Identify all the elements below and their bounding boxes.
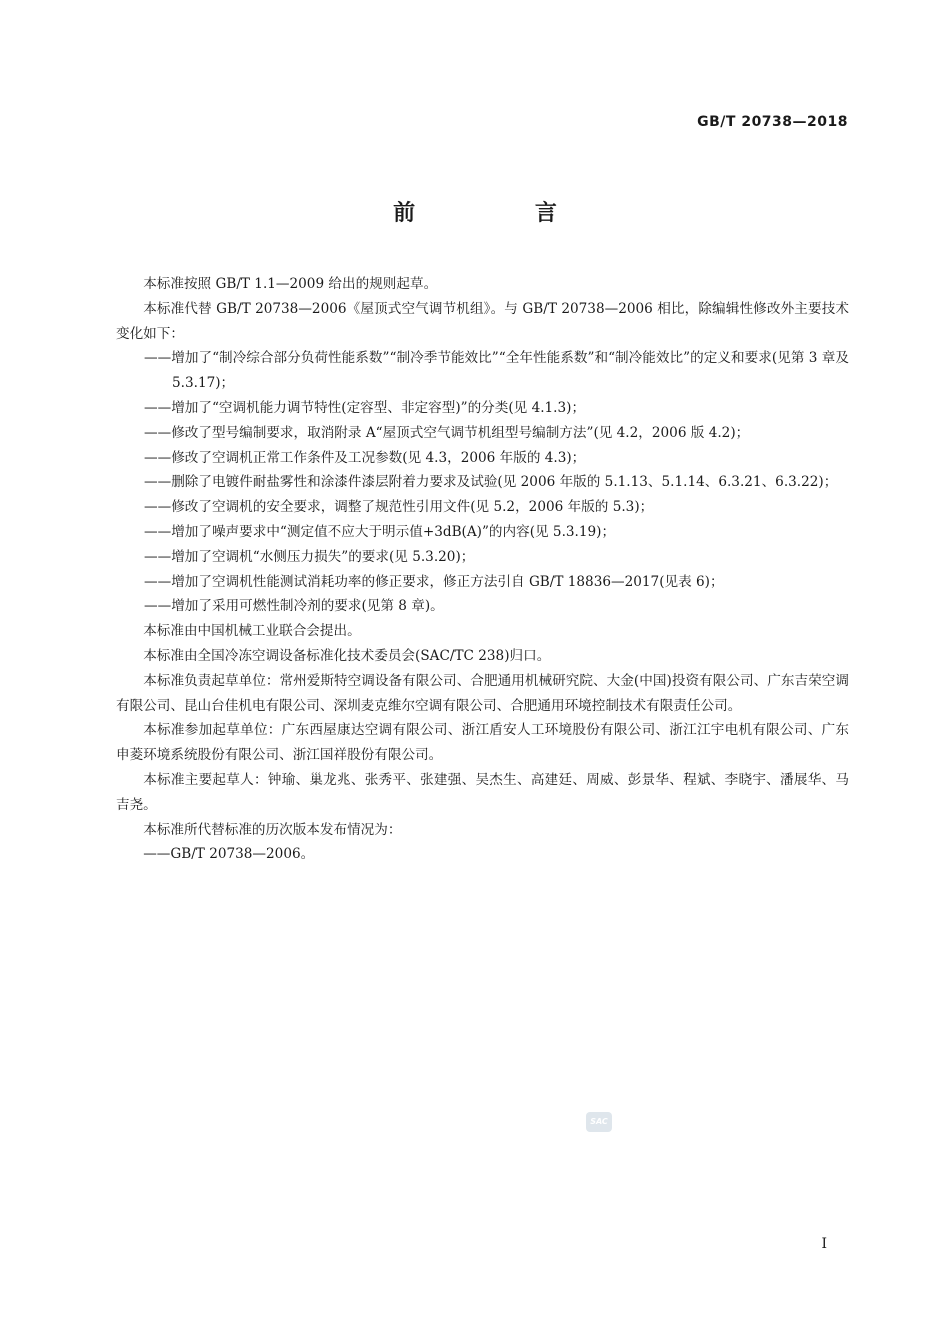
change-item: ——增加了“制冷综合部分负荷性能系数”“制冷季节能效比”“全年性能系数”和“制冷能效比”的定义和要求(见第 3 章及 5.3.17)； <box>144 350 849 392</box>
change-item: ——增加了采用可燃性制冷剂的要求(见第 8 章)。 <box>144 598 444 615</box>
history-item: ——GB/T 20738—2006。 <box>143 846 315 863</box>
paragraph-proposer: 本标准由中国机械工业联合会提出。 <box>143 623 361 640</box>
sac-watermark-logo: SAC <box>586 1112 612 1132</box>
change-item: ——增加了“空调机能力调节特性(定容型、非定容型)”的分类(见 4.1.3)； <box>144 399 586 416</box>
page-number: I <box>821 1236 827 1252</box>
change-item: ——修改了空调机正常工作条件及工况参数(见 4.3，2006 年版的 4.3)； <box>144 449 586 466</box>
change-item: ——增加了空调机“水侧压力损失”的要求(见 5.3.20)； <box>144 548 475 565</box>
change-item: ——修改了空调机的安全要求，调整了规范性引用文件(见 5.2，2006 年版的 5.3)； <box>144 499 654 516</box>
standard-code: GB/T 20738—2018 <box>697 114 848 130</box>
paragraph-participating-drafters: 本标准参加起草单位：广东西屋康达空调有限公司、浙江盾安人工环境股份有限公司、浙江江宇电机有限公司、广东申菱环境系统股份有限公司、浙江国祥股份有限公司。 <box>116 722 849 764</box>
document-body <box>116 272 849 867</box>
change-item: ——删除了电镀件耐盐雾性和涂漆件漆层附着力要求及试验(见 2006 年版的 5.1.13、5.1.14、6.3.21、6.3.22)； <box>144 474 838 491</box>
change-item: ——增加了噪声要求中“测定值不应大于明示值+3dB(A)”的内容(见 5.3.19)； <box>144 523 616 540</box>
change-item: ——修改了型号编制要求，取消附录 A“屋顶式空气调节机组型号编制方法”(见 4.2，2006 版 4.2)； <box>144 424 750 441</box>
paragraph-history-intro: 本标准所代替标准的历次版本发布情况为： <box>143 821 402 838</box>
paragraph-lead-drafters: 本标准负责起草单位：常州爱斯特空调设备有限公司、合肥通用机械研究院、大金(中国)投资有限公司、广东吉荣空调有限公司、昆山台佳机电有限公司、深圳麦克维尔空调有限公司、合肥通用环境控制技术有限责任公司。 <box>116 672 849 714</box>
paragraph-drafting-rules: 本标准按照 GB/T 1.1—2009 给出的规则起草。 <box>143 276 438 292</box>
change-item: ——增加了空调机性能测试消耗功率的修正要求，修正方法引自 GB/T 18836—2017(见表 6)； <box>144 573 724 590</box>
page-title: 前 言 <box>393 201 613 226</box>
paragraph-main-drafters: 本标准主要起草人：钟瑜、巢龙兆、张秀平、张建强、吴杰生、高建廷、周威、彭景华、程斌、李晓宇、潘展华、马吉尧。 <box>116 771 849 813</box>
paragraph-replacement: 本标准代替 GB/T 20738—2006《屋顶式空气调节机组》。与 GB/T 20738—2006 相比，除编辑性修改外主要技术变化如下： <box>116 300 849 342</box>
paragraph-committee: 本标准由全国冷冻空调设备标准化技术委员会(SAC/TC 238)归口。 <box>143 647 551 664</box>
